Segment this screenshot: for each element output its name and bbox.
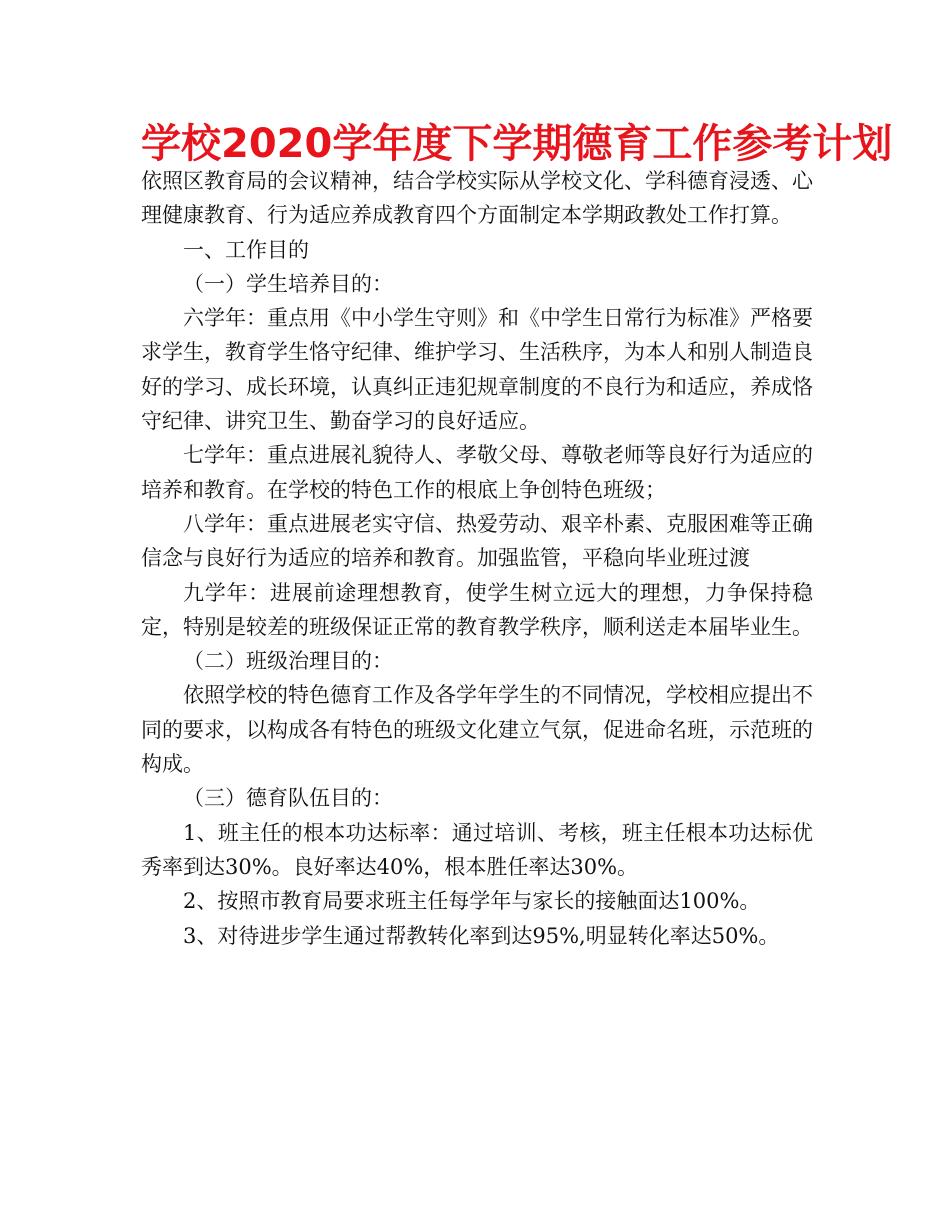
paragraph-grade-seven: 七学年：重点进展礼貌待人、孝敬父母、尊敬老师等良好行为适应的培养和教育。在学校的特色工作的根底上争创特色班级； (141, 443, 813, 502)
intro-paragraph: 依照区教育局的会议精神，结合学校实际从学校文化、学科德育浸透、心理健康教育、行为适应养成教育四个方面制定本学期政教处工作打算。 (141, 169, 813, 228)
subsection-heading-moral-team: （三）德育队伍目的： (183, 786, 393, 811)
paragraph-grade-nine: 九学年：进展前途理想教育，使学生树立远大的理想，力争保持稳定，特别是较差的班级保证正常的教育教学秩序，顺利送走本届毕业生。 (141, 580, 813, 639)
list-item-1: 1、班主任的根本功达标率：通过培训、考核，班主任根本功达标优秀率到达30%。良好率达40%，根本胜任率达30%。 (141, 820, 813, 879)
list-item-2: 2、按照市教育局要求班主任每学年与家长的接触面达100%。 (183, 889, 761, 914)
list-item-3: 3、对待进步学生通过帮教转化率到达95%,明显转化率达50%。 (183, 923, 780, 948)
document-body (141, 164, 813, 953)
paragraph-grade-eight: 八学年：重点进展老实守信、热爱劳动、艰辛朴素、克服困难等正确信念与良好行为适应的培养和教育。加强监管，平稳向毕业班过渡 (141, 511, 813, 571)
subsection-heading-student-training: （一）学生培养目的： (183, 271, 393, 296)
paragraph-class-management: 依照学校的特色德育工作及各学年学生的不同情况，学校相应提出不同的要求，以构成各有特色的班级文化建立气氛，促进命名班，示范班的构成。 (141, 683, 813, 777)
subsection-heading-class-management: （二）班级治理目的： (183, 649, 393, 674)
paragraph-grade-six: 六学年：重点用《中小学生守则》和《中学生日常行为标准》严格要求学生，教育学生恪守纪律、维护学习、生活秩序，为本人和别人制造良好的学习、成长环境，认真纠正违犯规章制度的不良行为和适应，养成恪守纪律、讲究卫生、勤奋学习的良好适应。 (141, 306, 813, 434)
document-title: 学校2020学年度下学期德育工作参考计划 (141, 121, 893, 167)
section-heading-goals: 一、工作目的 (183, 237, 309, 262)
